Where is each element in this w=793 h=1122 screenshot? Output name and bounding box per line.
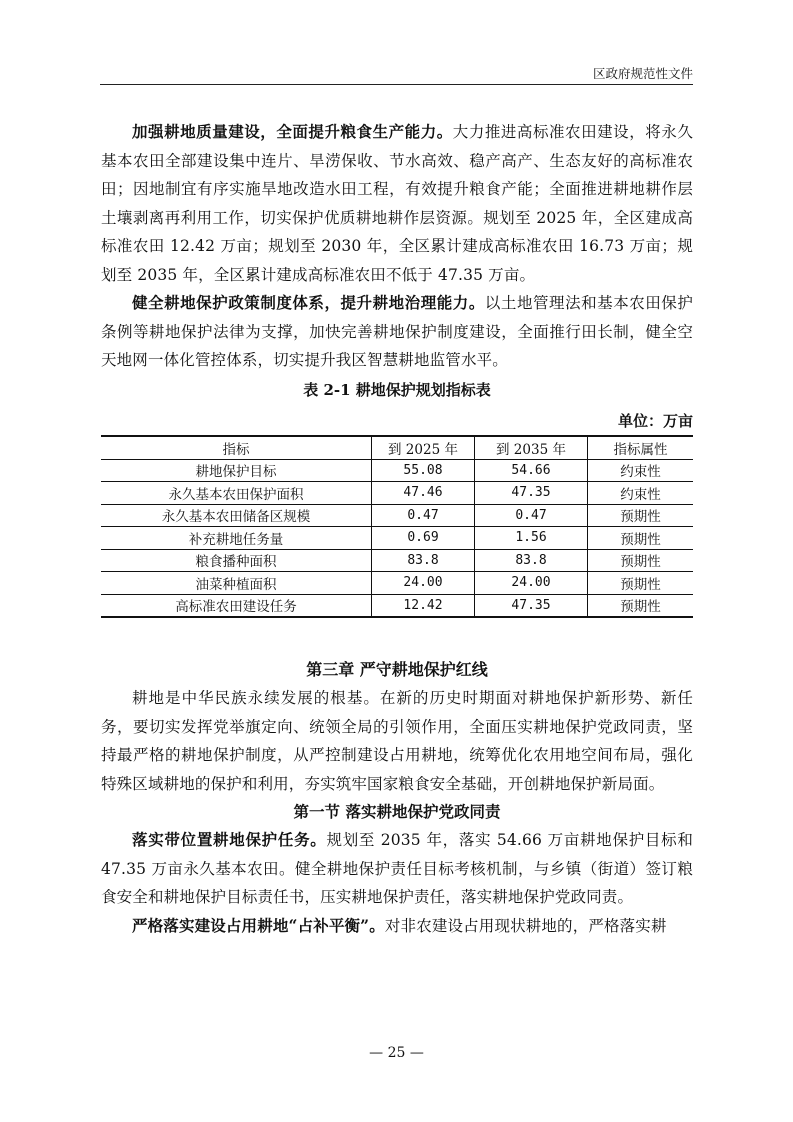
- cell-indicator: 油菜种植面积: [101, 572, 372, 595]
- cell-2025: 0.69: [372, 527, 475, 550]
- cell-indicator: 永久基本农田储备区规模: [101, 504, 372, 527]
- cell-indicator: 永久基本农田保护面积: [101, 482, 372, 505]
- paragraph-body: 规划至 2035 年，落实 54.66 万亩耕地保护目标和 47.35 万亩永久基本农田。健全耕地保护责任目标考核机制，与乡镇（街道）签订粮食安全和耕地保护目标责任书，压实耕地保护责任，落实耕地保护党政同责。: [101, 831, 693, 906]
- paragraph-lead: 落实带位置耕地保护任务。: [132, 830, 327, 849]
- table-row: [101, 527, 693, 550]
- cell-2025: 12.42: [372, 594, 475, 617]
- cell-2025: 47.46: [372, 482, 475, 505]
- header-2025: 到 2025 年: [372, 436, 475, 460]
- cell-2035: 0.47: [475, 504, 588, 527]
- indicator-table: [101, 435, 693, 619]
- table-header-row: [101, 436, 693, 460]
- paragraph-quality: [101, 118, 693, 289]
- cell-indicator: 粮食播种面积: [101, 549, 372, 572]
- table-row: [101, 504, 693, 527]
- cell-attribute: 约束性: [588, 482, 694, 505]
- section-title: 第一节 落实耕地保护党政同责: [293, 802, 501, 821]
- paragraph-body: 大力推进高标准农田建设，将永久基本农田全部建设集中连片、旱涝保收、节水高效、稳产高产、生态友好的高标准农田；因地制宜有序实施旱地改造水田工程，有效提升粮食产能；全面推进耕地耕作层土壤剥离再利用工作，切实保护优质耕地耕作层资源。规划至 2025 年，全区建成高标准农田 12.42 万亩；规划至 2030 年，全区累计建成高标准农田 16.73 万亩；规划至 2035 年，全区累计建成高标准农田不低于 47.35 万亩。: [101, 123, 693, 284]
- cell-attribute: 预期性: [588, 572, 694, 595]
- chapter-title: 第三章 严守耕地保护红线: [306, 660, 488, 679]
- cell-indicator: 补充耕地任务量: [101, 527, 372, 550]
- paragraph-policy: [101, 289, 693, 375]
- table-row: [101, 459, 693, 482]
- cell-2025: 55.08: [372, 459, 475, 482]
- table-title: 表 2-1 耕地保护规划指标表: [303, 380, 491, 399]
- table-row: [101, 594, 693, 617]
- table-unit: 单位：万亩: [617, 411, 693, 430]
- cell-indicator: 耕地保护目标: [101, 459, 372, 482]
- paragraph-lead: 加强耕地质量建设，全面提升粮食生产能力。: [132, 122, 453, 141]
- page-number: — 25 —: [369, 1045, 424, 1061]
- page-header: [100, 64, 693, 85]
- paragraph-lead: 严格落实建设占用耕地“占补平衡”。: [132, 915, 385, 935]
- cell-attribute: 预期性: [588, 527, 694, 550]
- paragraph-lead: 健全耕地保护政策制度体系，提升耕地治理能力。: [132, 293, 485, 312]
- paragraph-location-task: [101, 826, 693, 912]
- paragraph-body: 以土地管理法和基本农田保护条例等耕地保护法律为支撑，加快完善耕地保护制度建设，全面推行田长制，健全空天地网一体化管控体系，切实提升我区智慧耕地监管水平。: [101, 294, 693, 369]
- cell-2035: 47.35: [475, 482, 588, 505]
- page-content: [101, 118, 693, 940]
- table-row: [101, 549, 693, 572]
- cell-attribute: 约束性: [588, 459, 694, 482]
- cell-2025: 0.47: [372, 504, 475, 527]
- cell-indicator: 高标准农田建设任务: [101, 594, 372, 617]
- cell-2025: 83.8: [372, 549, 475, 572]
- page-footer: [0, 1043, 793, 1063]
- paragraph-balance: [101, 912, 693, 941]
- cell-2035: 83.8: [475, 549, 588, 572]
- cell-attribute: 预期性: [588, 549, 694, 572]
- cell-2035: 47.35: [475, 594, 588, 617]
- header-text: 区政府规范性文件: [592, 66, 693, 81]
- cell-2025: 24.00: [372, 572, 475, 595]
- paragraph-chapter: 耕地是中华民族永续发展的根基。在新的历史时期面对耕地保护新形势、新任务，要切实发挥党举旗定向、统领全局的引领作用，全面压实耕地保护党政同责，坚持最严格的耕地保护制度，从严控制建设占用耕地，统筹优化农用地空间布局，强化特殊区域耕地的保护和利用，夯实筑牢国家粮食安全基础，开创耕地保护新局面。: [101, 689, 693, 793]
- table-row: [101, 572, 693, 595]
- cell-2035: 54.66: [475, 459, 588, 482]
- paragraph-body: 对非农建设占用现状耕地的，严格落实耕: [384, 916, 667, 935]
- cell-2035: 1.56: [475, 527, 588, 550]
- cell-2035: 24.00: [475, 572, 588, 595]
- header-indicator: 指标: [101, 436, 372, 460]
- cell-attribute: 预期性: [588, 504, 694, 527]
- table-row: [101, 482, 693, 505]
- cell-attribute: 预期性: [588, 594, 694, 617]
- header-attribute: 指标属性: [588, 436, 694, 460]
- header-2035: 到 2035 年: [475, 436, 588, 460]
